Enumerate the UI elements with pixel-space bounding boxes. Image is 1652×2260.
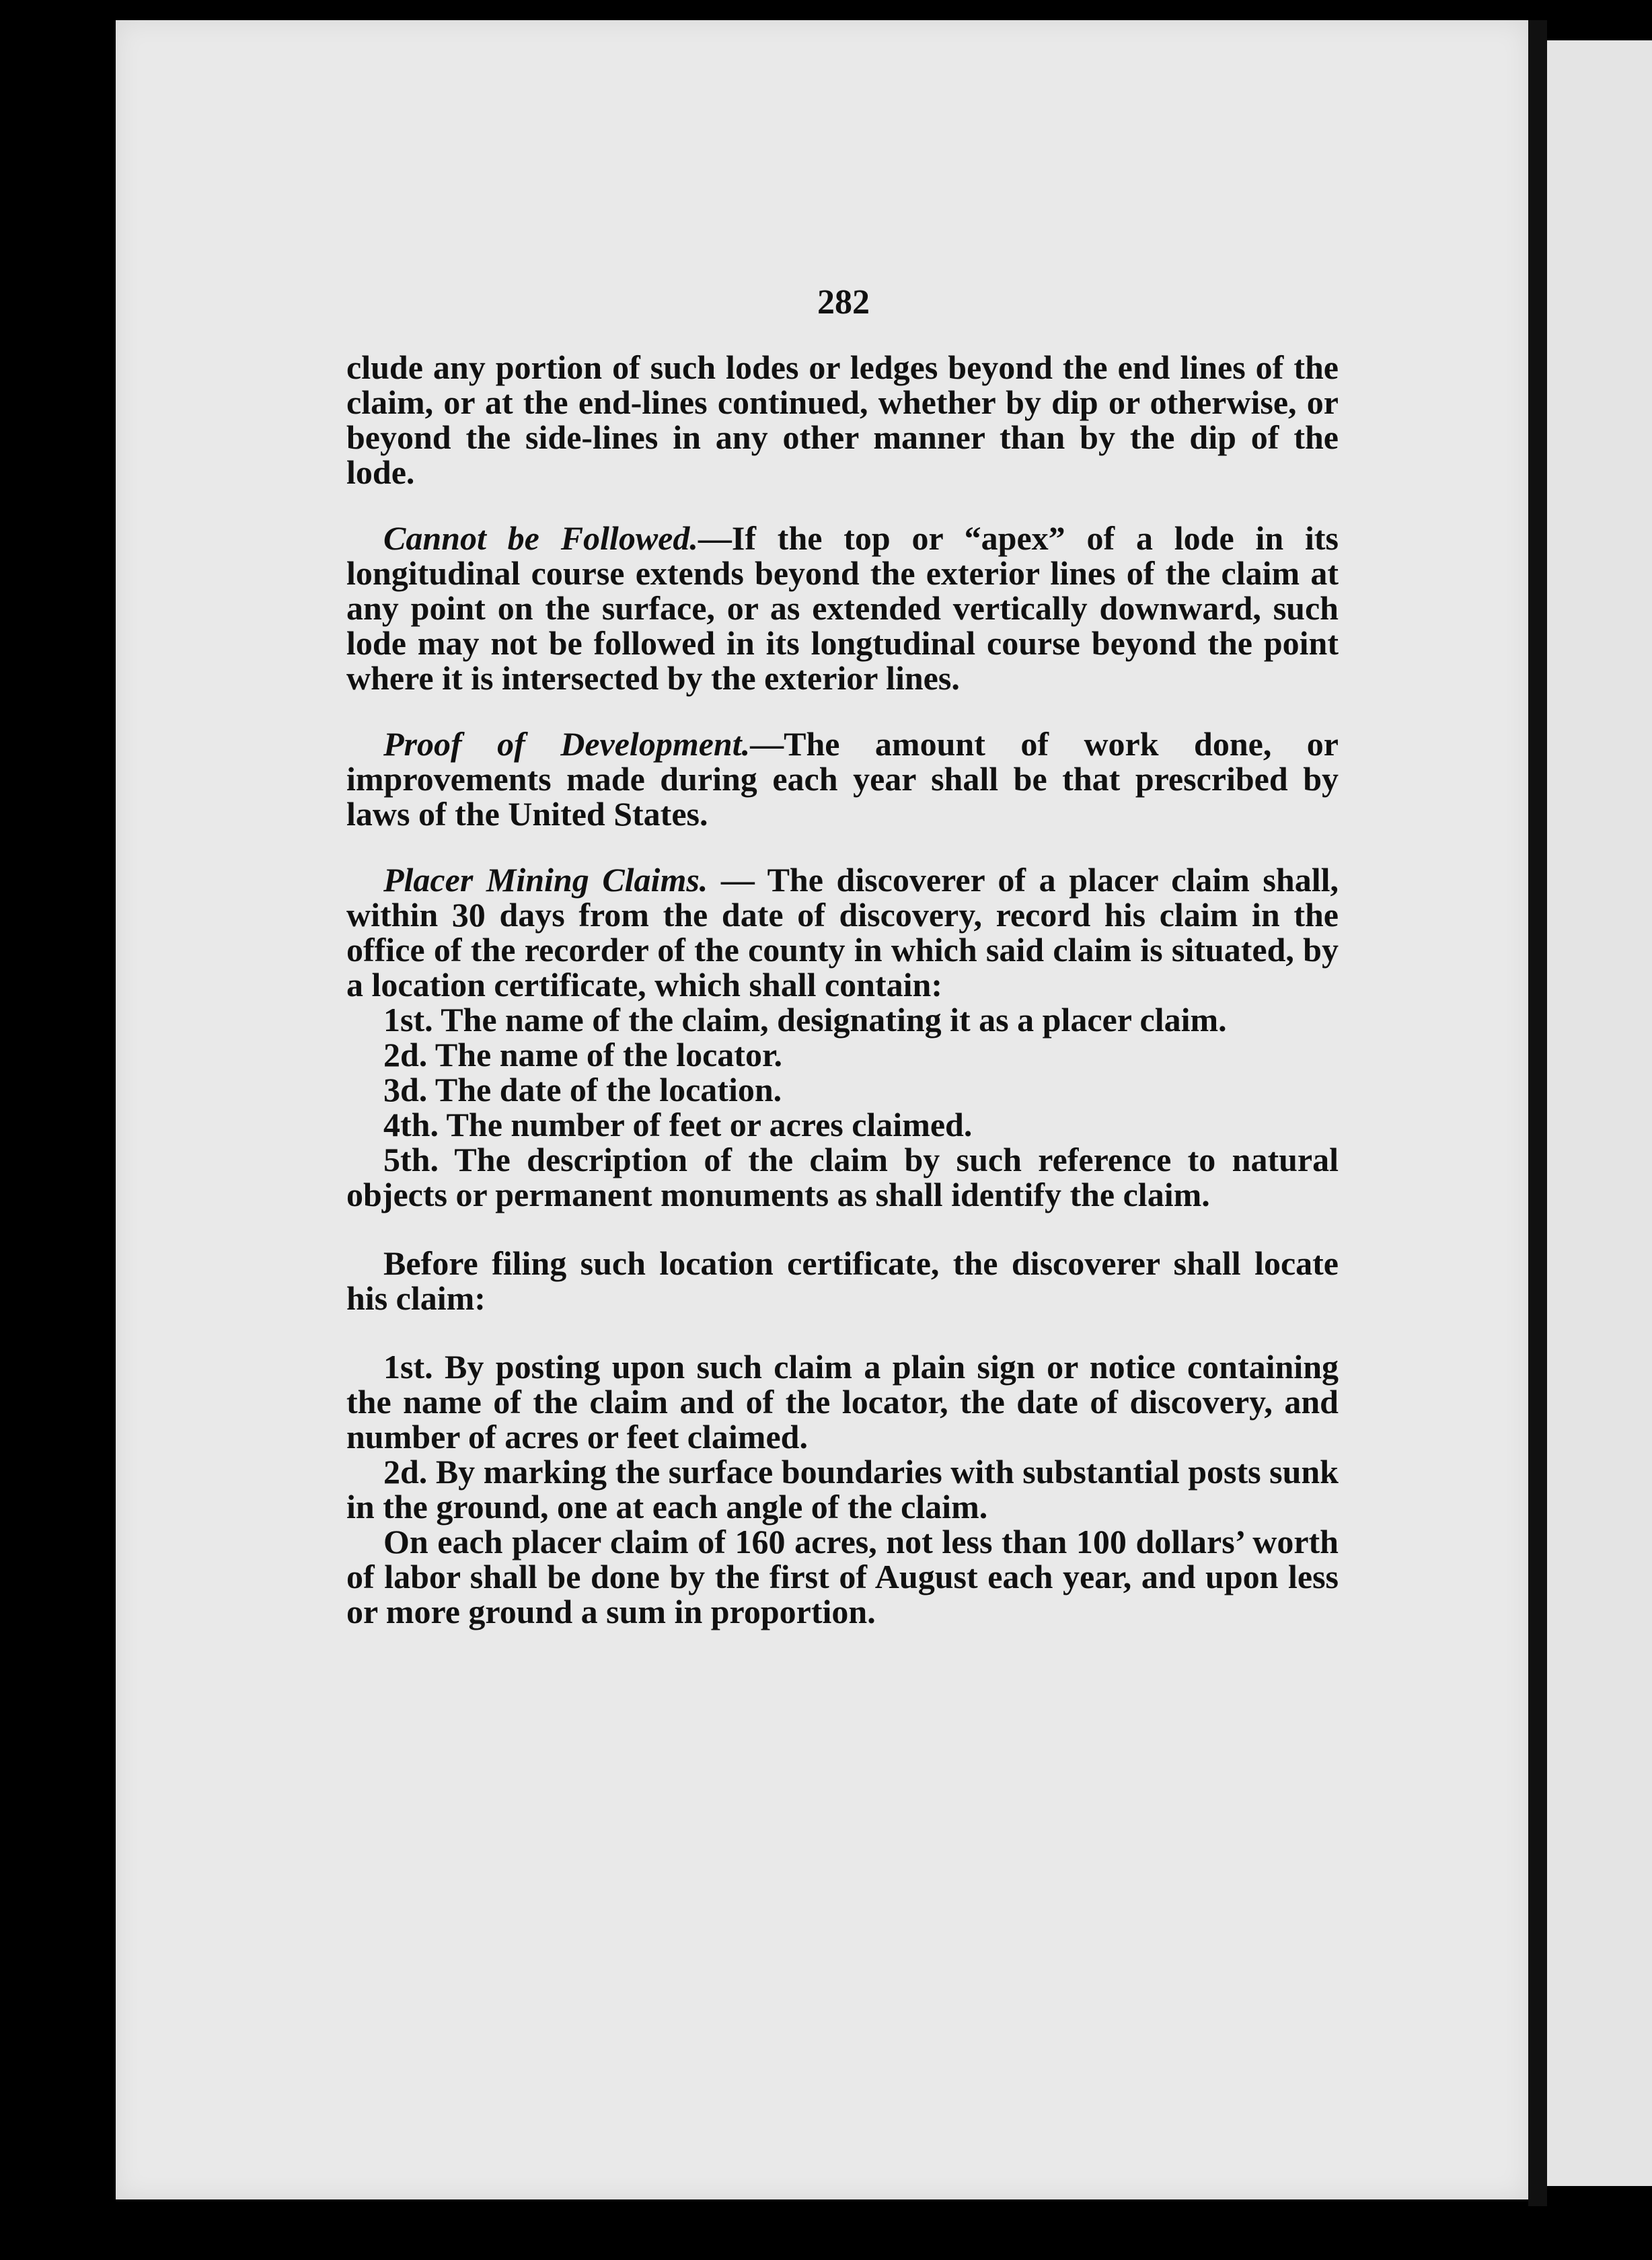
paragraph-cannot-be-followed [346, 521, 1339, 695]
paragraph-text-placer-mining-claims: — The discoverer of a placer claim shall, within 30 days from the date of discovery, record his claim in the office of the recorder of the county in which said claim is situated, by a location certificate, which shall contain: [346, 861, 1339, 1004]
list-item: 5th. The description of the claim by such reference to natural objects or permanent monuments as shall identify the claim. [346, 1141, 1339, 1213]
list-item: 1st. By posting upon such claim a plain sign or notice containing the name of the claim and of the locator, the date of discovery, and number of acres or feet claimed. [346, 1348, 1339, 1456]
list-item: 1st. The name of the claim, designating it as a placer claim. [383, 1001, 1227, 1039]
section-heading-cannot-be-followed: Cannot be Followed. [383, 519, 698, 557]
section-heading-proof-of-development: Proof of Development. [383, 725, 751, 763]
list-item: 4th. The number of feet or acres claimed. [383, 1106, 973, 1143]
list-item: 2d. By marking the surface boundaries with substantial posts sunk in the ground, one at each angle of the claim. [346, 1453, 1339, 1526]
page-gutter [1528, 20, 1547, 2206]
body-text [346, 350, 1339, 1629]
list-item: 3d. The date of the location. [383, 1071, 782, 1108]
paragraph-before-filing: Before filing such location certificate, the discoverer shall locate his claim: [346, 1244, 1339, 1317]
section-heading-placer-mining-claims: Placer Mining Claims. [383, 861, 708, 899]
paragraph-placer-mining-claims [346, 862, 1339, 1002]
page-number: 282 [817, 283, 870, 322]
adjacent-page-edge [1547, 40, 1652, 2186]
paragraph-proof-of-development [346, 726, 1339, 831]
paragraph-continuation: clude any portion of such lodes or ledges beyond the end lines of the claim, or at the end-lines continued, whether by dip or otherwise, or beyond the side-lines in any other manner than by the dip of the lode. [346, 348, 1339, 491]
list-item: 2d. The name of the locator. [383, 1036, 783, 1074]
paragraph-labor-requirement: On each placer claim of 160 acres, not less than 100 dollars’ worth of labor shall be done by the first of August each year, and upon less or more ground a sum in proportion. [346, 1523, 1339, 1630]
paragraph-text-cannot-be-followed: —If the top or “apex” of a lode in its longitudinal course extends beyond the exterior lines of the claim at any point on the surface, or as extended vertically downward, such lode may not be followed in its longtudinal course beyond the point where it is intersected by the exterior lines. [346, 519, 1339, 697]
paragraph-text-proof-of-development: —The amount of work done, or improvements made during each year shall be that prescribed by laws of the United States. [346, 725, 1339, 833]
